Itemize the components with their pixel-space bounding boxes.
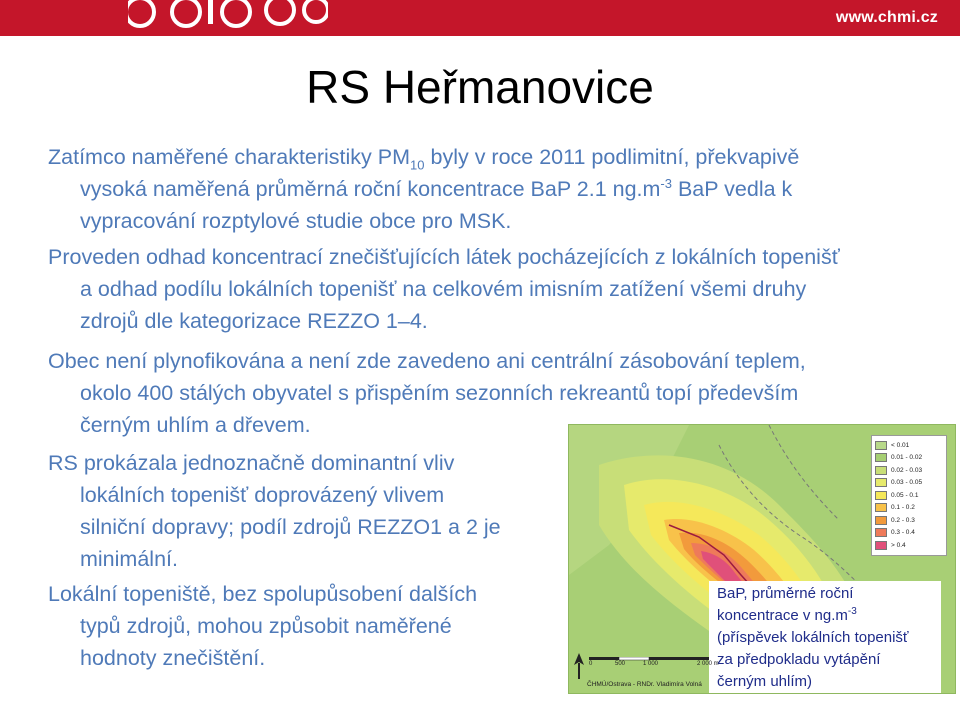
map-legend — [871, 435, 947, 556]
legend-row — [875, 439, 943, 452]
site-url[interactable]: www.chmi.cz — [835, 9, 938, 26]
caption-line: (příspěvek lokálních topenišť — [717, 629, 909, 646]
text-line: vypracování rozptylové studie obce pro MSK. — [80, 209, 512, 233]
text-line: Lokální topeniště, bez spolupůsobení dalších — [48, 582, 478, 606]
text-line: Obec není plynofikována a není zde zavedeno ani centrální zásobování teplem, — [48, 349, 806, 373]
scale-bar-icon — [589, 657, 719, 677]
text-line: typů zdrojů, mohou způsobit naměřené — [80, 614, 452, 638]
text-line: Zatímco naměřené charakteristiky $PM_{10}$ byly v roce 2011 podlimitní, překvapivě — [48, 145, 800, 173]
scale-label: 2 000 m — [697, 661, 719, 667]
legend-label: 0.05 - 0.1 — [891, 491, 919, 499]
page-title: RS Heřmanovice — [306, 61, 654, 113]
legend-label: 0.01 - 0.02 — [891, 454, 923, 462]
text-line: minimální. — [80, 547, 178, 571]
text-line: RS prokázala jednoznačně dominantní vliv — [48, 451, 455, 475]
legend-label: 0.3 - 0.4 — [891, 529, 915, 537]
top-banner — [0, 0, 960, 36]
bap-dispersion-map — [568, 424, 956, 694]
text-line: vysoká naměřená průměrná roční koncentrace BaP 2.1 $ng.m^{-3}$ BaP vedla k — [80, 175, 793, 201]
caption-line: BaP, průměrné roční — [717, 585, 854, 602]
scale-label: 500 — [615, 661, 626, 667]
legend-label: < 0.01 — [891, 441, 910, 449]
text-line: okolo 400 stálých obyvatel s přispěním sezonních rekreantů topí především — [80, 381, 799, 405]
paragraph-estimate — [48, 241, 840, 337]
text-line: a odhad podílu lokálních topenišť na celkovém imisním zatížení všemi druhy — [80, 277, 807, 301]
caption-line: za předpokladu vytápění — [717, 651, 881, 668]
caption-line: koncentrace v $ng.m^{-3}$ — [717, 606, 857, 624]
legend-row — [875, 502, 943, 515]
text-line: silniční dopravy; podíl zdrojů REZZO1 a 2 je — [80, 515, 501, 539]
legend-swatch — [875, 541, 887, 550]
map-credit: ČHMÚ/Ostrava - RNDr. Vladimíra Volná — [587, 681, 702, 688]
legend-swatch — [875, 503, 887, 512]
text-line: Proveden odhad koncentrací znečišťujících látek pocházejících z lokálních topenišť — [48, 245, 840, 269]
caption-line: černým uhlím) — [717, 673, 813, 690]
legend-swatch — [875, 478, 887, 487]
legend-label: 0.1 - 0.2 — [891, 504, 915, 512]
scale-label: 1 000 — [643, 661, 659, 667]
legend-label: > 0.4 — [891, 541, 906, 549]
legend-row — [875, 464, 943, 477]
legend-swatch — [875, 453, 887, 462]
paragraph-conclusion — [48, 578, 477, 674]
legend-row — [875, 514, 943, 527]
legend-swatch — [875, 528, 887, 537]
scale-label: 0 — [589, 661, 593, 667]
text-line: lokálních topenišť doprovázený vlivem — [80, 483, 445, 507]
paragraph-measurements — [48, 141, 799, 237]
text-line: černým uhlím a dřevem. — [80, 413, 311, 437]
text-line: zdrojů dle kategorizace REZZO 1–4. — [80, 309, 428, 333]
legend-row — [875, 477, 943, 490]
text-line: hodnoty znečištění. — [80, 646, 266, 670]
legend-swatch — [875, 466, 887, 475]
map-caption — [709, 581, 941, 694]
legend-swatch — [875, 516, 887, 525]
legend-swatch — [875, 441, 887, 450]
north-arrow-icon — [574, 653, 584, 681]
legend-swatch — [875, 491, 887, 500]
legend-label: 0.02 - 0.03 — [891, 466, 923, 474]
legend-row — [875, 489, 943, 502]
paragraph-influence — [48, 447, 501, 575]
legend-label: 0.03 - 0.05 — [891, 479, 923, 487]
legend-row — [875, 527, 943, 540]
legend-label: 0.2 - 0.3 — [891, 516, 915, 524]
chmi-logo-icon — [128, 0, 328, 36]
legend-row — [875, 539, 943, 552]
legend-row — [875, 452, 943, 465]
